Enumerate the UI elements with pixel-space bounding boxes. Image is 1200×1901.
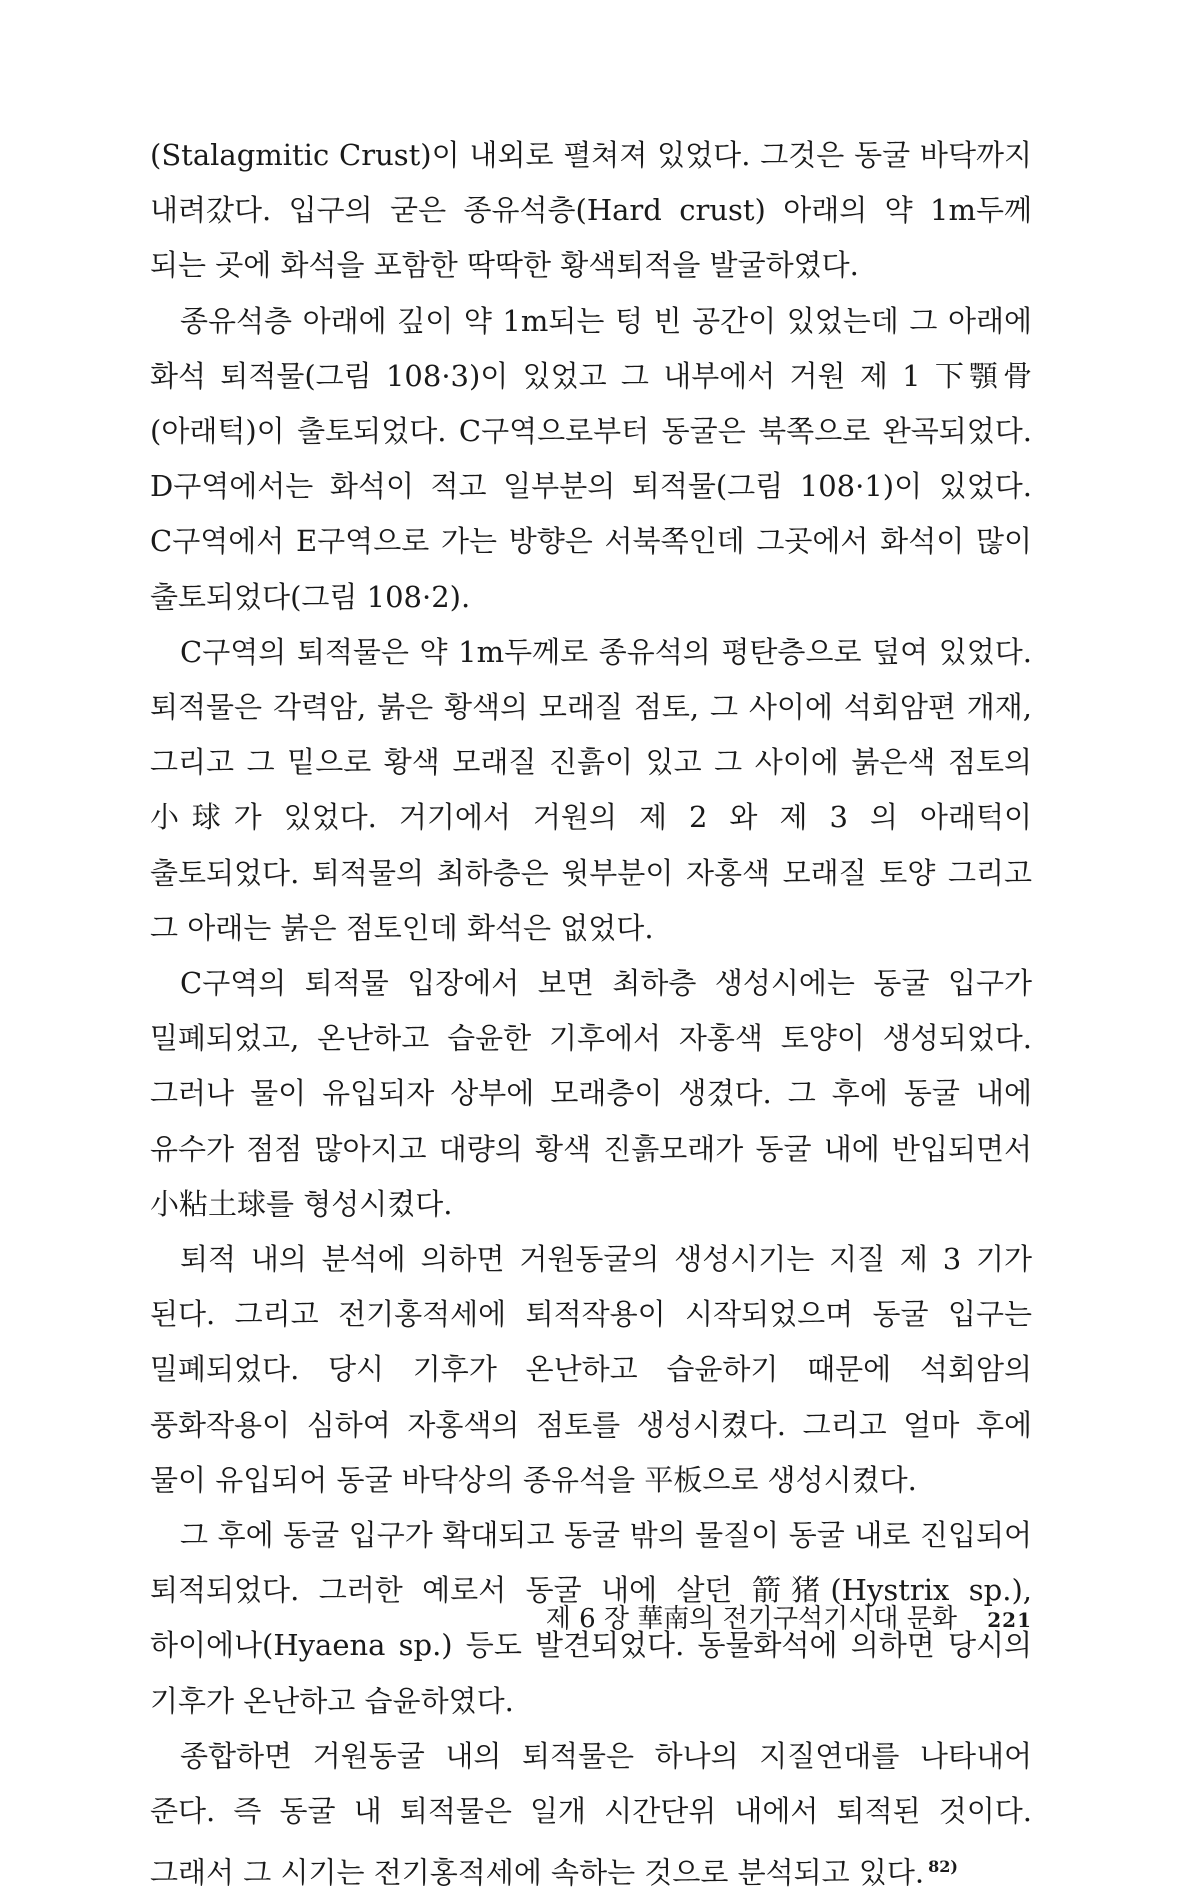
paragraph-1: (Stalagmitic Crust)이 내외로 펼쳐져 있었다. 그것은 동굴 바닥까지 내려갔다. 입구의 굳은 종유석층(Hard crust) 아래의 약 1m두께 되는 곳에 화석을 포함한 딱딱한 황색퇴적을 발굴하였다. xyxy=(150,138,1032,283)
paragraph-2: 종유석층 아래에 깊이 약 1m되는 텅 빈 공간이 있었는데 그 아래에 화석 퇴적물(그림 108·3)이 있었고 그 내부에서 거원 제 1 下顎骨(아래턱)이 출토되었다. C구역으로부터 동굴은 북쪽으로 완곡되었다. D구역에서는 화석이 적고 일부분의 퇴적물(그림 108·1)이 있었다. C구역에서 E구역으로 가는 방향은 서북쪽인데 그곳에서 화석이 많이 출토되었다(그림 108·2). xyxy=(150,303,1032,614)
page-number: 221 xyxy=(987,1608,1032,1632)
paragraph-7 xyxy=(150,1729,1032,1901)
body-text xyxy=(150,128,1032,1901)
running-footer xyxy=(500,1598,1032,1635)
running-title: 제 6 장 華南의 전기구석기시대 문화 xyxy=(545,1604,957,1634)
paragraph-7-text: 종합하면 거원동굴 내의 퇴적물은 하나의 지질연대를 나타내어 준다. 즉 동굴 내 퇴적물은 일개 시간단위 내에서 퇴적된 것이다. 그래서 그 시기는 전기홍적세에 속하는 것으로 분석되고 있다. xyxy=(150,1738,1032,1890)
paragraph-6: 그 후에 동굴 입구가 확대되고 동굴 밖의 물질이 동굴 내로 진입되어 퇴적되었다. 그러한 예로서 동굴 내에 살던 箭猪(Hystrix sp.), 하이에나(Hyaena sp.) 등도 발견되었다. 동물화석에 의하면 당시의 기후가 온난하고 습윤하였다. xyxy=(150,1518,1032,1718)
paragraph-4: C구역의 퇴적물 입장에서 보면 최하층 생성시에는 동굴 입구가 밀폐되었고, 온난하고 습윤한 기후에서 자홍색 토양이 생성되었다. 그러나 물이 유입되자 상부에 모래층이 생겼다. 그 후에 동굴 내에 유수가 점점 많아지고 대량의 황색 진흙모래가 동굴 내에 반입되면서 小粘土球를 형성시켰다. xyxy=(150,966,1032,1221)
paragraph-3: C구역의 퇴적물은 약 1m두께로 종유석의 평탄층으로 덮여 있었다. 퇴적물은 각력암, 붉은 황색의 모래질 점토, 그 사이에 석회암편 개재, 그리고 그 밑으로 황색 모래질 진흙이 있고 그 사이에 붉은색 점토의 小球가 있었다. 거기에서 거원의 제 2 와 제 3 의 아래턱이 출토되었다. 퇴적물의 최하층은 윗부분이 자홍색 모래질 토양 그리고 그 아래는 붉은 점토인데 화석은 없었다. xyxy=(150,634,1032,945)
paragraph-5: 퇴적 내의 분석에 의하면 거원동굴의 생성시기는 지질 제 3 기가 된다. 그리고 전기홍적세에 퇴적작용이 시작되었으며 동굴 입구는 밀폐되었다. 당시 기후가 온난하고 습윤하기 때문에 석회암의 풍화작용이 심하여 자홍색의 점토를 생성시켰다. 그리고 얼마 후에 물이 유입되어 동굴 바닥상의 종유석을 平板으로 생성시켰다. xyxy=(150,1242,1032,1497)
page-body xyxy=(150,128,1032,1901)
footnote-marker: 82) xyxy=(928,1857,958,1877)
